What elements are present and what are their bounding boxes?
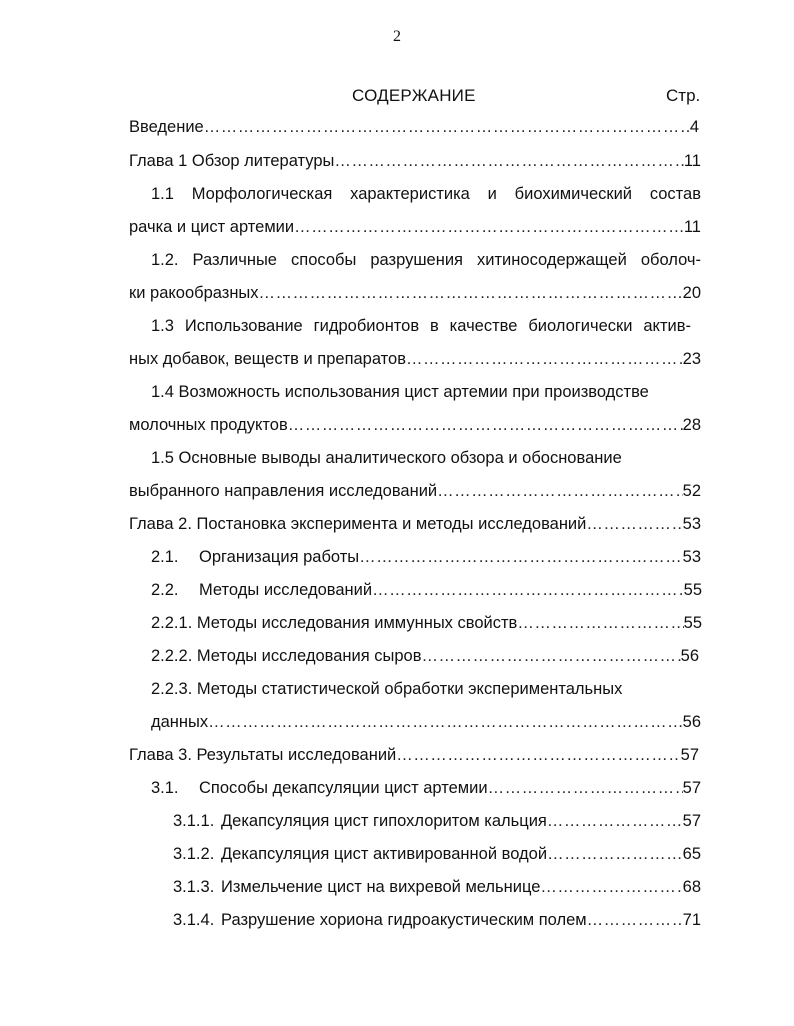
toc-leader-dots <box>259 282 683 304</box>
toc-leader-dots <box>406 348 683 370</box>
toc-entry-text: данных <box>151 713 209 731</box>
toc-leader-dots <box>437 480 683 502</box>
toc-entry-page: 57 <box>682 779 701 797</box>
toc-entry-page: 53 <box>682 548 701 566</box>
toc-entry-page: 56 <box>680 647 699 665</box>
toc-leader-dots <box>372 579 684 601</box>
toc-entry-page: 56 <box>682 713 701 731</box>
toc-entry-number: 3.1.2. <box>173 845 215 863</box>
toc-title: СОДЕРЖАНИЕ <box>352 86 476 105</box>
page-number: 2 <box>393 28 401 45</box>
toc-entry-1-1-line-2 <box>129 216 701 238</box>
toc-entry-text: Глава 2. Постановка эксперимента и методы исследований <box>129 515 587 533</box>
toc-entry-text: 2.2.2. Методы исследования сыров <box>151 647 422 665</box>
toc-entry-page: 28 <box>682 416 701 434</box>
toc-leader-dots <box>294 216 684 238</box>
toc-entry-text: Методы исследований <box>199 581 373 599</box>
toc-entry-text: ки ракообразных <box>129 284 259 302</box>
toc-entry-page: 23 <box>682 350 701 368</box>
toc-entry-number: 2.2. <box>151 581 179 599</box>
toc-leader-dots <box>204 116 690 138</box>
toc-entry-chapter-1 <box>129 150 701 172</box>
toc-page-column-header: Стр. <box>666 86 701 105</box>
toc-entry-2-2-2 <box>151 645 699 667</box>
toc-entry-text: Декапсуляция цист активированной водой <box>221 845 548 863</box>
toc-entry-text: рачка и цист артемии <box>129 218 295 236</box>
toc-entry-text: Введение <box>129 118 204 136</box>
toc-entry-1-5-line-2 <box>129 480 701 502</box>
toc-entry-2-2 <box>151 579 702 601</box>
toc-entry-text: молочных продуктов <box>129 416 288 434</box>
toc-entry-number: 3.1.1. <box>173 812 215 830</box>
toc-leader-dots <box>547 810 683 832</box>
toc-entry-text: Декапсуляция цист гипохлоритом кальция <box>221 812 547 830</box>
toc-leader-dots <box>488 777 683 799</box>
toc-entry-number: 3.1.4. <box>173 911 215 929</box>
toc-entry-text: ных добавок, веществ и препаратов <box>129 350 406 368</box>
toc-entry-introduction <box>129 116 699 138</box>
toc-leader-dots <box>586 513 682 535</box>
toc-entry-1-3-line-1: 1.3 Использование гидробионтов в качестве биологически актив- <box>151 317 691 335</box>
toc-leader-dots <box>540 876 682 898</box>
toc-entry-3-1 <box>151 777 701 799</box>
toc-entry-1-1-line-1: 1.1 Морфологическая характеристика и биохимический состав <box>151 185 701 203</box>
toc-entry-text: Измельчение цист на вихревой мельнице <box>221 878 541 896</box>
toc-entry-2-2-3-line-2 <box>151 711 701 733</box>
toc-entry-1-4-line-2 <box>129 414 701 436</box>
toc-entry-text: Глава 3. Результаты исследований <box>129 746 397 764</box>
toc-entry-1-2-line-1: 1.2. Различные способы разрушения хитиносодержащей оболоч- <box>151 251 701 269</box>
toc-leader-dots <box>359 546 683 568</box>
toc-entry-1-5-line-1: 1.5 Основные выводы аналитического обзора и обоснование <box>151 449 622 467</box>
toc-entry-3-1-1 <box>173 810 701 832</box>
toc-entry-3-1-2 <box>173 843 701 865</box>
toc-entry-text: Глава 1 Обзор литературы <box>129 152 335 170</box>
toc-entry-text: Разрушение хориона гидроакустическим полем <box>221 911 587 929</box>
toc-entry-number: 2.1. <box>151 548 179 566</box>
toc-entry-1-2-line-2 <box>129 282 701 304</box>
toc-leader-dots <box>517 612 683 634</box>
toc-entry-1-3-line-2 <box>129 348 701 370</box>
toc-entry-2-1 <box>151 546 701 568</box>
toc-entry-chapter-2 <box>129 513 701 535</box>
toc-entry-page: 55 <box>683 614 702 632</box>
toc-entry-page: 52 <box>682 482 701 500</box>
toc-entry-page: 53 <box>682 515 701 533</box>
toc-entry-page: 57 <box>680 746 699 764</box>
toc-entry-3-1-3 <box>173 876 701 898</box>
toc-entry-page: 71 <box>682 911 701 929</box>
toc-leader-dots <box>396 744 680 766</box>
toc-entry-number: 3.1. <box>151 779 179 797</box>
toc-entry-page: 65 <box>682 845 701 863</box>
toc-leader-dots <box>587 909 683 931</box>
toc-entry-page: 11 <box>683 218 701 236</box>
toc-entry-2-2-3-line-1: 2.2.3. Методы статистической обработки экспериментальных <box>151 680 623 698</box>
toc-entry-text: выбранного направления исследований <box>129 482 438 500</box>
toc-entry-text: 2.2.1. Методы исследования иммунных свойств <box>151 614 518 632</box>
toc-entry-page: 20 <box>682 284 701 302</box>
toc-entry-page: 4 <box>689 118 699 136</box>
toc-entry-page: 11 <box>683 152 701 170</box>
toc-leader-dots <box>288 414 683 436</box>
toc-leader-dots <box>208 711 683 733</box>
toc-entry-3-1-4 <box>173 909 701 931</box>
toc-entry-number: 3.1.3. <box>173 878 215 896</box>
toc-entry-text: Способы декапсуляции цист артемии <box>199 779 488 797</box>
toc-entry-page: 55 <box>683 581 702 599</box>
toc-leader-dots <box>547 843 683 865</box>
toc-entry-text: Организация работы <box>199 548 360 566</box>
toc-leader-dots <box>334 150 683 172</box>
toc-entry-1-4-line-1: 1.4 Возможность использования цист артемии при производстве <box>151 383 649 401</box>
toc-entry-2-2-1 <box>151 612 702 634</box>
toc-leader-dots <box>421 645 680 667</box>
toc-entry-chapter-3 <box>129 744 699 766</box>
toc-entry-page: 68 <box>682 878 701 896</box>
toc-entry-page: 57 <box>682 812 701 830</box>
